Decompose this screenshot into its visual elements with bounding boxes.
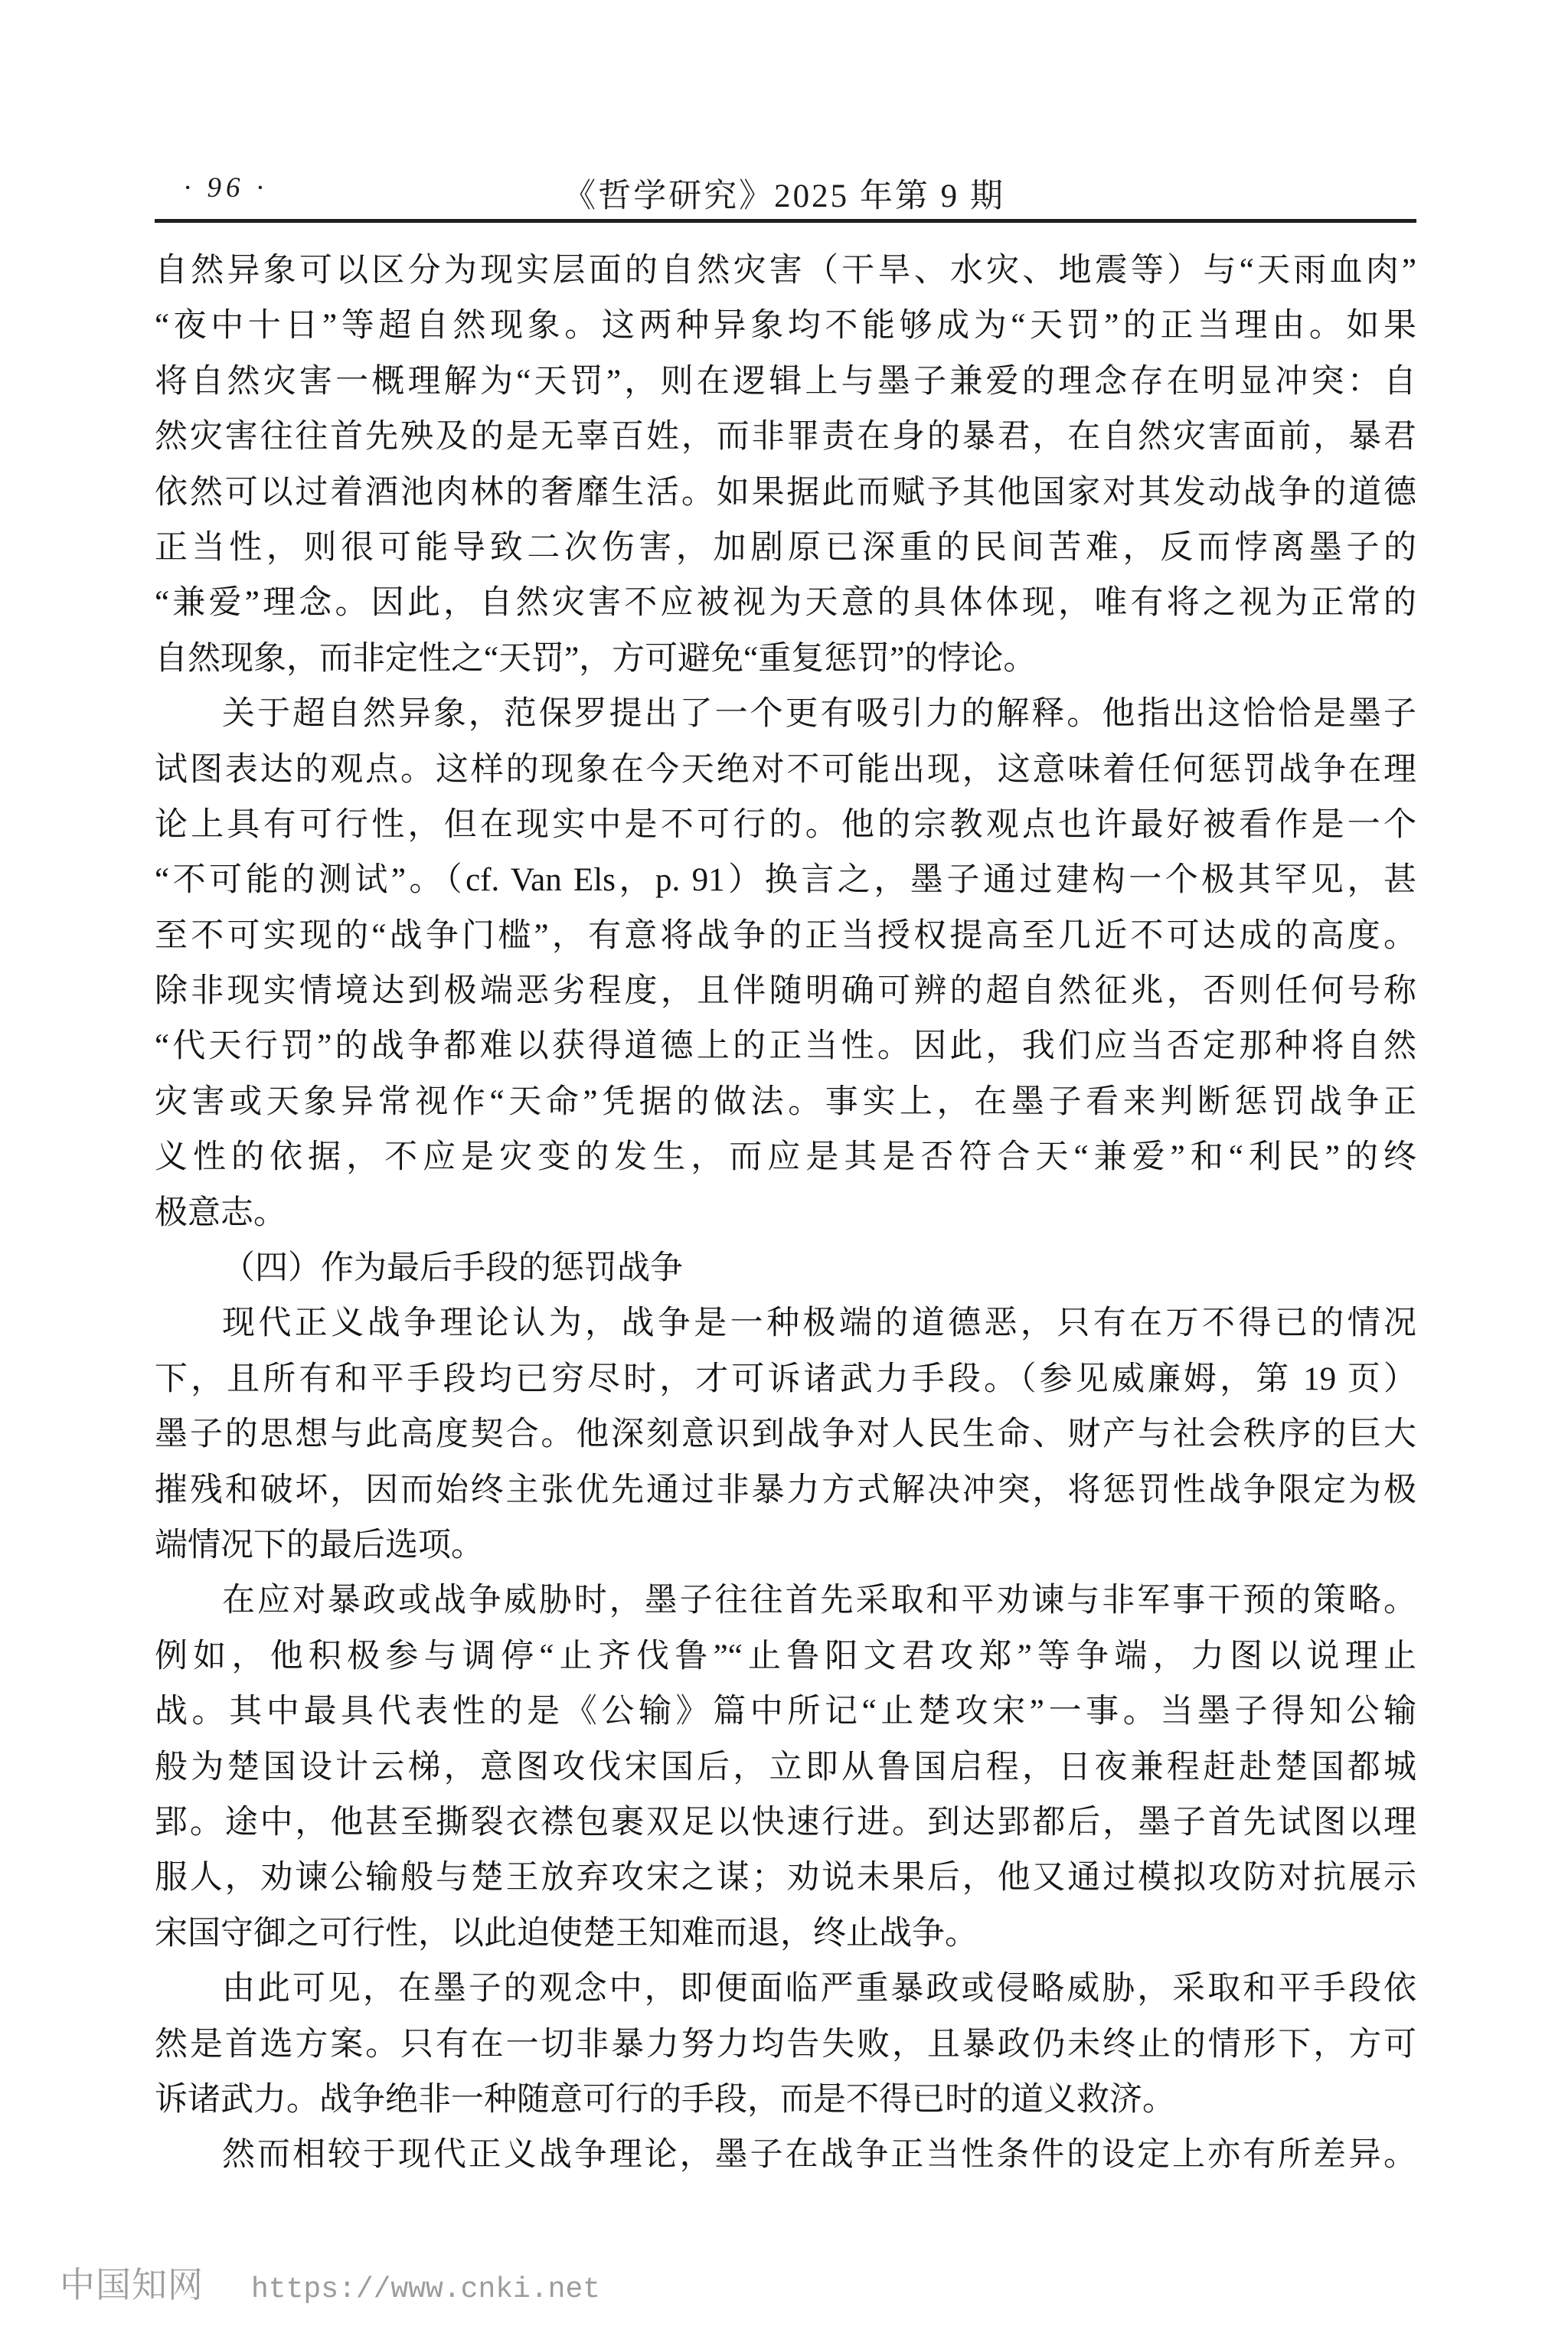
text-line: 现代正义战争理论认为，战争是一种极端的道德恶，只有在万不得已的情况 xyxy=(222,1305,1416,1342)
text-line: 摧残和破坏，因而始终主张优先通过非暴力方式解决冲突，将惩罚性战争限定为极 xyxy=(155,1472,1416,1508)
text-line: 然是首选方案。只有在一切非暴力努力均告失败，且暴政仍未终止的情形下，方可 xyxy=(155,2026,1416,2063)
cnki-site-name: 中国知网 xyxy=(60,2265,204,2305)
text-line: 试图表达的观点。这样的现象在今天绝对不可能出现，这意味着任何惩罚战争在理 xyxy=(155,751,1416,788)
cnki-watermark xyxy=(60,2257,600,2308)
text-line: 然灾害往往首先殃及的是无辜百姓，而非罪责在身的暴君，在自然灾害面前，暴君 xyxy=(155,419,1416,456)
text-line: 灾害或天象异常视作“天命”凭据的做法。事实上，在墨子看来判断惩罚战争正 xyxy=(155,1083,1416,1120)
article-body xyxy=(155,243,1416,2184)
text-line: 宋国守御之可行性，以此迫使楚王知难而退，终止战争。 xyxy=(155,1915,978,1952)
journal-issue-line: 《哲学研究》2025 年第 9 期 xyxy=(563,178,1005,214)
paragraph xyxy=(155,243,1416,687)
text-line: 服人，劝谏公输般与楚王放弃攻宋之谋；劝说未果后，他又通过模拟攻防对抗展示 xyxy=(155,1860,1416,1896)
text-line: （四）作为最后手段的惩罚战争 xyxy=(222,1250,683,1287)
text-line: 自然异象可以区分为现实层面的自然灾害（干旱、水灾、地震等）与“天雨血肉” xyxy=(155,253,1416,289)
header-rule xyxy=(155,219,1416,223)
text-line: 郢。途中，他甚至撕裂衣襟包裹双足以快速行进。到达郢都后，墨子首先试图以理 xyxy=(155,1804,1416,1841)
text-line: “兼爱”理念。因此，自然灾害不应被视为天意的具体体现，唯有将之视为正常的 xyxy=(155,585,1416,622)
paragraph xyxy=(155,1296,1416,1573)
text-line: 战。其中最具代表性的是《公输》篇中所记“止楚攻宋”一事。当墨子得知公输 xyxy=(155,1694,1416,1730)
paragraph xyxy=(155,2128,1416,2183)
text-line: 然而相较于现代正义战争理论，墨子在战争正当性条件的设定上亦有所差异。 xyxy=(222,2137,1416,2174)
text-line: “代天行罚”的战争都难以获得道德上的正当性。因此，我们应当否定那种将自然 xyxy=(155,1028,1416,1065)
text-line: 在应对暴政或战争威胁时，墨子往往首先采取和平劝谏与非军事干预的策略。 xyxy=(222,1583,1416,1619)
text-line: 端情况下的最后选项。 xyxy=(155,1527,484,1563)
text-line: 墨子的思想与此高度契合。他深刻意识到战争对人民生命、财产与社会秩序的巨大 xyxy=(155,1416,1416,1453)
text-line: “不可能的测试”。（cf. Van Els，p. 91）换言之，墨子通过建构一个极其罕见，甚 xyxy=(155,862,1416,899)
text-line: 例如，他积极参与调停“止齐伐鲁”“止鲁阳文君攻郑”等争端，力图以说理止 xyxy=(155,1638,1416,1674)
text-line: 义性的依据，不应是灾变的发生，而应是其是否符合天“兼爱”和“利民”的终 xyxy=(155,1139,1416,1176)
text-line: 下，且所有和平手段均已穷尽时，才可诉诸武力手段。（参见威廉姆，第 19 页） xyxy=(155,1361,1416,1397)
text-line: 论上具有可行性，但在现实中是不可行的。他的宗教观点也许最好被看作是一个 xyxy=(155,806,1416,843)
text-line: 诉诸武力。战争绝非一种随意可行的手段，而是不得已时的道义救济。 xyxy=(155,2081,1175,2118)
paragraph xyxy=(155,1573,1416,1962)
text-line: 除非现实情境达到极端恶劣程度，且伴随明确可辨的超自然征兆，否则任何号称 xyxy=(155,973,1416,1010)
text-line: 由此可见，在墨子的观念中，即便面临严重暴政或侵略威胁，采取和平手段依 xyxy=(222,1971,1416,2007)
section-heading xyxy=(155,1241,1416,1296)
paragraph xyxy=(155,687,1416,1241)
text-line: 正当性，则很可能导致二次伤害，加剧原已深重的民间苦难，反而悖离墨子的 xyxy=(155,529,1416,566)
paragraph xyxy=(155,1962,1416,2128)
text-line: 自然现象，而非定性之“天罚”，方可避免“重复惩罚”的悖论。 xyxy=(155,640,1037,677)
text-line: 至不可实现的“战争门槛”，有意将战争的正当授权提高至几近不可达成的高度。 xyxy=(155,917,1416,954)
text-line: 将自然灾害一概理解为“天罚”，则在逻辑上与墨子兼爱的理念存在明显冲突：自 xyxy=(155,363,1416,400)
page-number: · 96 · xyxy=(184,172,268,204)
cnki-url: https://www.cnki.net xyxy=(251,2273,601,2306)
text-line: 极意志。 xyxy=(155,1194,286,1231)
text-line: 关于超自然异象，范保罗提出了一个更有吸引力的解释。他指出这恰恰是墨子 xyxy=(222,696,1416,733)
text-line: 依然可以过着酒池肉林的奢靡生活。如果据此而赋予其他国家对其发动战争的道德 xyxy=(155,474,1416,511)
text-line: “夜中十日”等超自然现象。这两种异象均不能够成为“天罚”的正当理由。如果 xyxy=(155,308,1416,345)
text-line: 般为楚国设计云梯，意图攻伐宋国后，立即从鲁国启程，日夜兼程赶赴楚国都城 xyxy=(155,1749,1416,1785)
